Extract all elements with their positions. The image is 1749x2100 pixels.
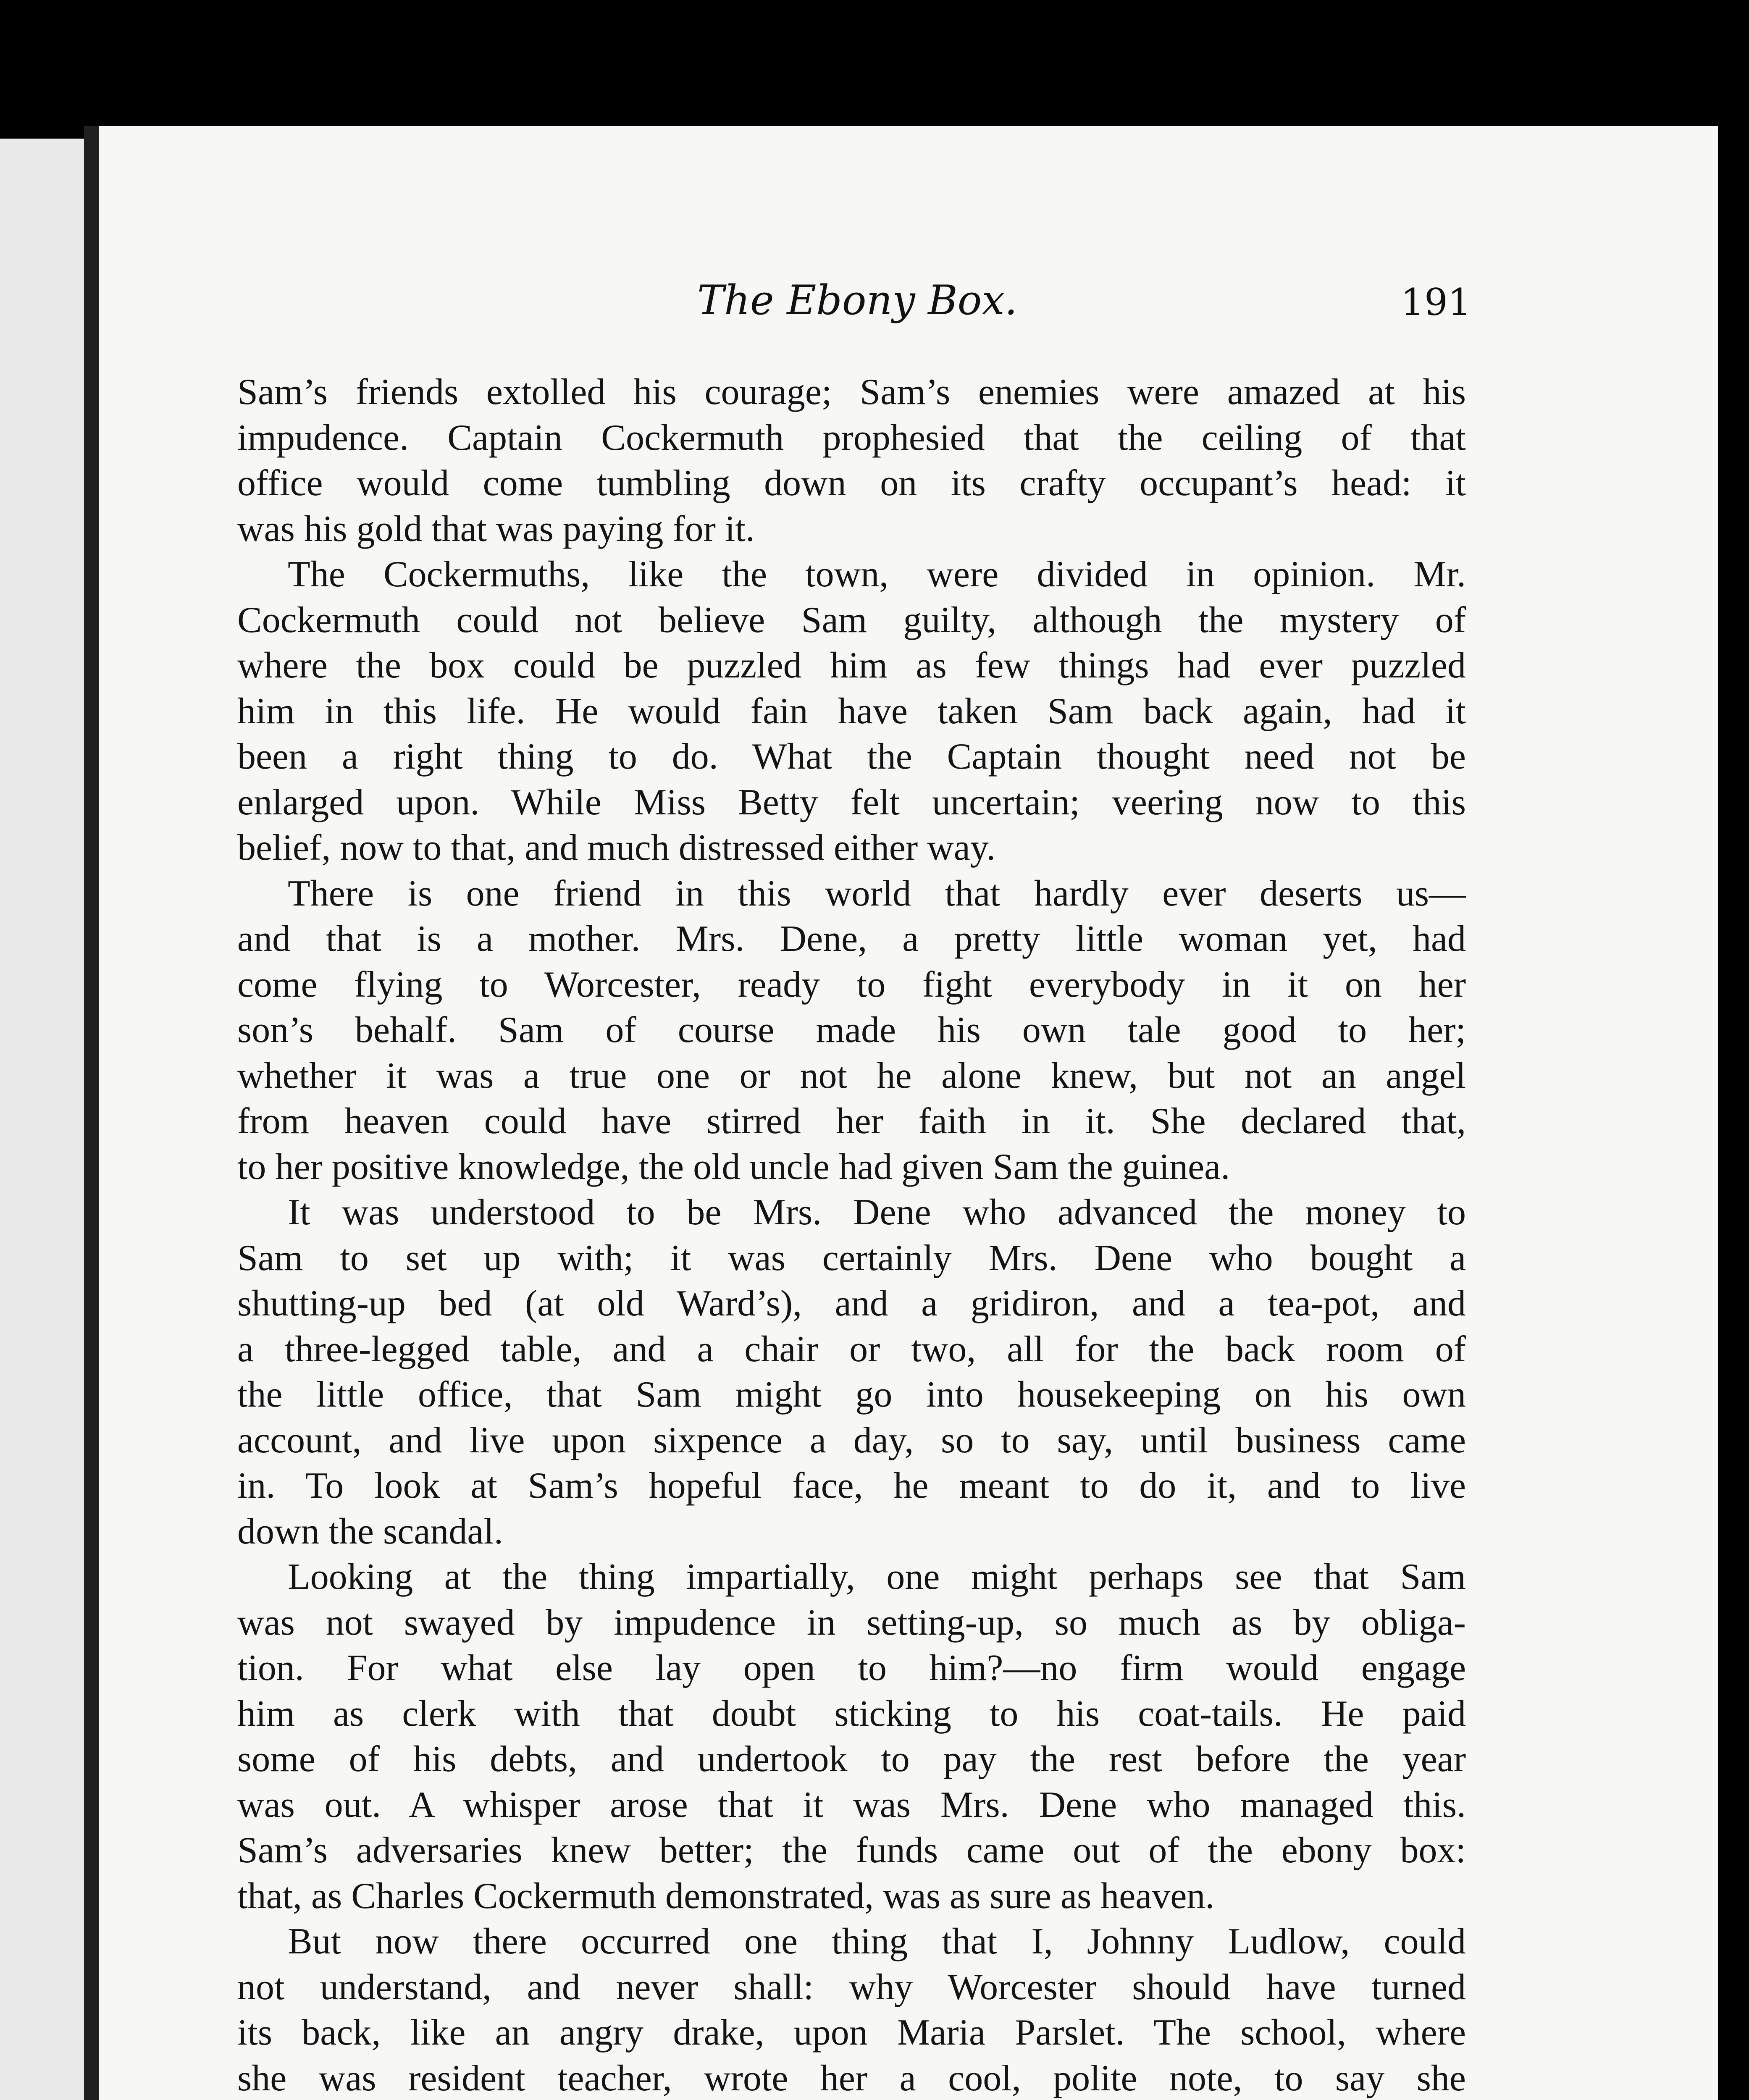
text-line: shutting-up bed (at old Ward’s), and a gridiron, and a tea-pot, and	[237, 1283, 1466, 1324]
text-line: Cockermuth could not believe Sam guilty, although the mystery of	[237, 599, 1466, 640]
text-line: come flying to Worcester, ready to fight everybody in it on her	[237, 964, 1466, 1005]
text-line: Sam’s friends extolled his courage; Sam’s enemies were amazed at his	[237, 372, 1466, 412]
text-line: But now there occurred one thing that I, Johnny Ludlow, could	[288, 1921, 1466, 1962]
text-line: The Cockermuths, like the town, were divided in opinion. Mr.	[288, 554, 1466, 595]
text-line: its back, like an angry drake, upon Maria Parslet. The school, where	[237, 2012, 1466, 2053]
text-line: Looking at the thing impartially, one might perhaps see that Sam	[288, 1557, 1466, 1597]
text-line: son’s behalf. Sam of course made his own tale good to her;	[237, 1010, 1466, 1050]
text-line: tion. For what else lay open to him?—no firm would engage	[237, 1648, 1466, 1688]
text-line: not understand, and never shall: why Worcester should have turned	[237, 1966, 1466, 2008]
text-line: to her positive knowledge, the old uncle had given Sam the guinea.	[237, 1146, 1230, 1187]
text-line: was out. A whisper arose that it was Mrs. Dene who managed this.	[237, 1784, 1466, 1825]
body-text	[237, 370, 1466, 2100]
text-line: in. To look at Sam’s hopeful face, he meant to do it, and to live	[237, 1465, 1466, 1506]
facing-page-edge	[0, 139, 84, 2100]
text-line: a three-legged table, and a chair or two, all for the back room of	[237, 1328, 1466, 1370]
text-line: office would come tumbling down on its crafty occupant’s head: it	[237, 463, 1466, 504]
text-line: was not swayed by impudence in setting-up, so much as by obliga-	[237, 1602, 1466, 1643]
text-line: him as clerk with that doubt sticking to his coat-tails. He paid	[237, 1693, 1466, 1734]
text-line: from heaven could have stirred her faith in it. She declared that,	[237, 1101, 1466, 1142]
text-line: It was understood to be Mrs. Dene who advanced the money to	[288, 1192, 1466, 1233]
text-line: impudence. Captain Cockermuth prophesied that the ceiling of that	[237, 417, 1466, 458]
text-line: whether it was a true one or not he alone knew, but not an angel	[237, 1055, 1466, 1096]
text-line: Sam to set up with; it was certainly Mrs. Dene who bought a	[237, 1237, 1466, 1278]
text-line: There is one friend in this world that hardly ever deserts us—	[288, 873, 1466, 914]
text-line: enlarged upon. While Miss Betty felt uncertain; veering now to this	[237, 782, 1466, 823]
text-line: that, as Charles Cockermuth demonstrated, was as sure as heaven.	[237, 1875, 1215, 1916]
text-line: some of his debts, and undertook to pay the rest before the year	[237, 1739, 1466, 1780]
text-line: she was resident teacher, wrote her a cool, polite note, to say she	[237, 2058, 1466, 2099]
text-line: account, and live upon sixpence a day, so to say, until business came	[237, 1420, 1466, 1461]
page-gutter-shadow	[84, 126, 99, 2100]
text-line: him in this life. He would fain have taken Sam back again, had it	[237, 690, 1466, 732]
page-number: 191	[1401, 281, 1471, 324]
running-title: The Ebony Box.	[697, 277, 1018, 324]
text-line: was his gold that was paying for it.	[237, 508, 755, 549]
text-line: down the scandal.	[237, 1511, 503, 1552]
text-line: belief, now to that, and much distressed either way.	[237, 827, 996, 868]
text-line: Sam’s adversaries knew better; the funds came out of the ebony box:	[237, 1830, 1466, 1871]
text-line: and that is a mother. Mrs. Dene, a pretty little woman yet, had	[237, 919, 1466, 959]
text-line: been a right thing to do. What the Captain thought need not be	[237, 736, 1466, 777]
text-line: where the box could be puzzled him as few things had ever puzzled	[237, 645, 1466, 686]
text-line: the little office, that Sam might go into housekeeping on his own	[237, 1374, 1466, 1415]
